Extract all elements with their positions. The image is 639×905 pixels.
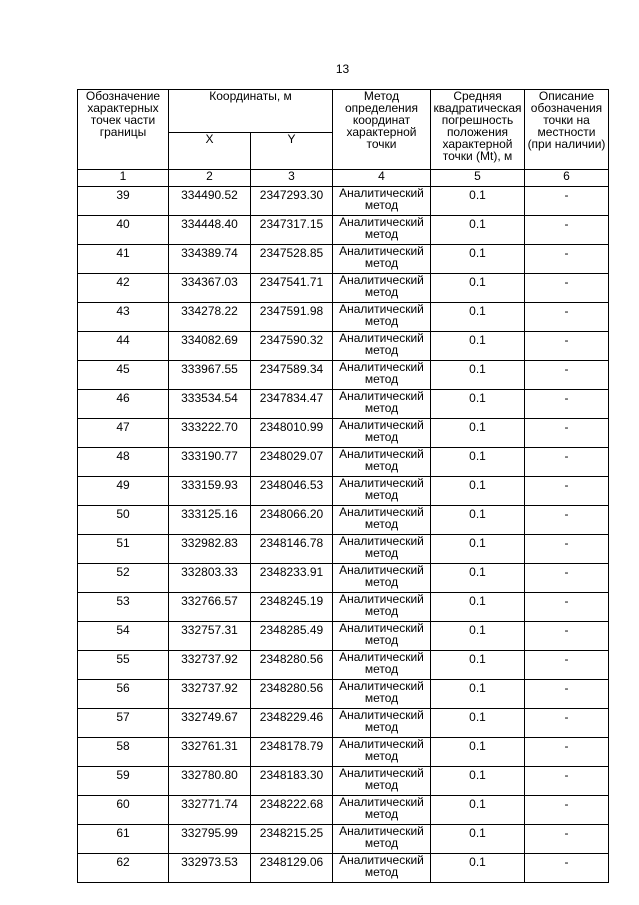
table-row [78,448,609,477]
y-coordinate-cell: 2348245.19 [251,593,333,622]
y-coordinate-cell: 2347591.98 [251,303,333,332]
point-number-cell: 60 [78,796,169,825]
point-number-cell: 41 [78,245,169,274]
point-number-cell: 45 [78,361,169,390]
table-row [78,390,609,419]
description-cell: - [525,593,609,622]
error-cell: 0.1 [431,274,525,303]
description-cell: - [525,767,609,796]
method-cell: Аналитический метод [333,796,431,825]
x-coordinate-cell: 334367.03 [169,274,251,303]
table-row [78,506,609,535]
table-body [78,187,609,883]
method-cell: Аналитический метод [333,216,431,245]
header-designation: Обозначение характерных точек части границы [78,90,169,170]
x-coordinate-cell: 334389.74 [169,245,251,274]
point-number-cell: 56 [78,680,169,709]
description-cell: - [525,216,609,245]
table-row [78,738,609,767]
table-row [78,796,609,825]
error-cell: 0.1 [431,332,525,361]
point-number-cell: 44 [78,332,169,361]
error-cell: 0.1 [431,564,525,593]
error-cell: 0.1 [431,303,525,332]
description-cell: - [525,651,609,680]
method-cell: Аналитический метод [333,274,431,303]
y-coordinate-cell: 2347590.32 [251,332,333,361]
method-cell: Аналитический метод [333,245,431,274]
description-cell: - [525,738,609,767]
table-row [78,593,609,622]
method-cell: Аналитический метод [333,680,431,709]
x-coordinate-cell: 332795.99 [169,825,251,854]
error-cell: 0.1 [431,738,525,767]
x-coordinate-cell: 333159.93 [169,477,251,506]
method-cell: Аналитический метод [333,593,431,622]
description-cell: - [525,477,609,506]
x-coordinate-cell: 332982.83 [169,535,251,564]
error-cell: 0.1 [431,245,525,274]
error-cell: 0.1 [431,216,525,245]
table-row [78,274,609,303]
x-coordinate-cell: 332737.92 [169,651,251,680]
description-cell: - [525,825,609,854]
description-cell: - [525,390,609,419]
description-cell: - [525,680,609,709]
point-number-cell: 58 [78,738,169,767]
method-cell: Аналитический метод [333,535,431,564]
method-cell: Аналитический метод [333,448,431,477]
description-cell: - [525,535,609,564]
x-coordinate-cell: 332766.57 [169,593,251,622]
table-header [78,90,609,187]
table-row [78,361,609,390]
method-cell: Аналитический метод [333,854,431,883]
point-number-cell: 50 [78,506,169,535]
point-number-cell: 39 [78,187,169,216]
description-cell: - [525,854,609,883]
y-coordinate-cell: 2347293.30 [251,187,333,216]
error-cell: 0.1 [431,448,525,477]
point-number-cell: 47 [78,419,169,448]
page-number: 13 [335,62,350,76]
method-cell: Аналитический метод [333,709,431,738]
method-cell: Аналитический метод [333,506,431,535]
point-number-cell: 53 [78,593,169,622]
description-cell: - [525,332,609,361]
y-coordinate-cell: 2347834.47 [251,390,333,419]
table-row [78,622,609,651]
point-number-cell: 43 [78,303,169,332]
description-cell: - [525,419,609,448]
header-y: Y [251,133,333,170]
y-coordinate-cell: 2348222.68 [251,796,333,825]
method-cell: Аналитический метод [333,564,431,593]
error-cell: 0.1 [431,825,525,854]
y-coordinate-cell: 2347589.34 [251,361,333,390]
column-number: 5 [431,170,525,187]
method-cell: Аналитический метод [333,477,431,506]
y-coordinate-cell: 2348280.56 [251,651,333,680]
method-cell: Аналитический метод [333,825,431,854]
point-number-cell: 62 [78,854,169,883]
method-cell: Аналитический метод [333,390,431,419]
x-coordinate-cell: 332803.33 [169,564,251,593]
method-cell: Аналитический метод [333,738,431,767]
header-coordinates: Координаты, м [169,90,333,133]
error-cell: 0.1 [431,796,525,825]
column-number: 1 [78,170,169,187]
header-method: Метод определения координат характерной точки [333,90,431,170]
error-cell: 0.1 [431,506,525,535]
y-coordinate-cell: 2347317.15 [251,216,333,245]
table-row [78,825,609,854]
header-description: Описание обозначения точки на местности (при наличии) [525,90,609,170]
header-error: Средняя квадратическая погрешность положения характерной точки (Mt), м [431,90,525,170]
y-coordinate-cell: 2347528.85 [251,245,333,274]
method-cell: Аналитический метод [333,651,431,680]
table-row [78,709,609,738]
x-coordinate-cell: 333222.70 [169,419,251,448]
method-cell: Аналитический метод [333,303,431,332]
error-cell: 0.1 [431,361,525,390]
table-row [78,216,609,245]
point-number-cell: 51 [78,535,169,564]
x-coordinate-cell: 333190.77 [169,448,251,477]
column-number: 6 [525,170,609,187]
method-cell: Аналитический метод [333,622,431,651]
column-number: 4 [333,170,431,187]
error-cell: 0.1 [431,854,525,883]
x-coordinate-cell: 333967.55 [169,361,251,390]
description-cell: - [525,564,609,593]
description-cell: - [525,187,609,216]
y-coordinate-cell: 2348129.06 [251,854,333,883]
description-cell: - [525,506,609,535]
x-coordinate-cell: 333125.16 [169,506,251,535]
point-number-cell: 61 [78,825,169,854]
description-cell: - [525,448,609,477]
x-coordinate-cell: 332749.67 [169,709,251,738]
error-cell: 0.1 [431,622,525,651]
point-number-cell: 40 [78,216,169,245]
point-number-cell: 49 [78,477,169,506]
x-coordinate-cell: 332771.74 [169,796,251,825]
error-cell: 0.1 [431,419,525,448]
error-cell: 0.1 [431,651,525,680]
error-cell: 0.1 [431,767,525,796]
method-cell: Аналитический метод [333,332,431,361]
x-coordinate-cell: 332757.31 [169,622,251,651]
description-cell: - [525,361,609,390]
description-cell: - [525,622,609,651]
y-coordinate-cell: 2348215.25 [251,825,333,854]
x-coordinate-cell: 332737.92 [169,680,251,709]
y-coordinate-cell: 2348066.20 [251,506,333,535]
table-row [78,651,609,680]
x-coordinate-cell: 332780.80 [169,767,251,796]
y-coordinate-cell: 2348229.46 [251,709,333,738]
error-cell: 0.1 [431,477,525,506]
column-numbers-row [78,170,609,187]
error-cell: 0.1 [431,390,525,419]
error-cell: 0.1 [431,680,525,709]
header-x: X [169,133,251,170]
description-cell: - [525,709,609,738]
coordinates-table [77,89,609,883]
error-cell: 0.1 [431,709,525,738]
table-row [78,767,609,796]
y-coordinate-cell: 2348233.91 [251,564,333,593]
table-row [78,419,609,448]
table-row [78,245,609,274]
table-row [78,332,609,361]
y-coordinate-cell: 2348146.78 [251,535,333,564]
method-cell: Аналитический метод [333,767,431,796]
y-coordinate-cell: 2348183.30 [251,767,333,796]
description-cell: - [525,303,609,332]
point-number-cell: 54 [78,622,169,651]
method-cell: Аналитический метод [333,361,431,390]
point-number-cell: 48 [78,448,169,477]
description-cell: - [525,274,609,303]
method-cell: Аналитический метод [333,419,431,448]
x-coordinate-cell: 334278.22 [169,303,251,332]
table-row [78,564,609,593]
y-coordinate-cell: 2348280.56 [251,680,333,709]
description-cell: - [525,245,609,274]
table-row [78,854,609,883]
y-coordinate-cell: 2348178.79 [251,738,333,767]
x-coordinate-cell: 333534.54 [169,390,251,419]
y-coordinate-cell: 2348010.99 [251,419,333,448]
point-number-cell: 46 [78,390,169,419]
y-coordinate-cell: 2347541.71 [251,274,333,303]
table-row [78,477,609,506]
x-coordinate-cell: 334448.40 [169,216,251,245]
table-row [78,535,609,564]
description-cell: - [525,796,609,825]
point-number-cell: 42 [78,274,169,303]
x-coordinate-cell: 334082.69 [169,332,251,361]
x-coordinate-cell: 332973.53 [169,854,251,883]
table-row [78,680,609,709]
x-coordinate-cell: 332761.31 [169,738,251,767]
point-number-cell: 55 [78,651,169,680]
error-cell: 0.1 [431,593,525,622]
method-cell: Аналитический метод [333,187,431,216]
point-number-cell: 52 [78,564,169,593]
y-coordinate-cell: 2348046.53 [251,477,333,506]
point-number-cell: 59 [78,767,169,796]
table-row [78,303,609,332]
column-number: 3 [251,170,333,187]
y-coordinate-cell: 2348029.07 [251,448,333,477]
point-number-cell: 57 [78,709,169,738]
error-cell: 0.1 [431,535,525,564]
error-cell: 0.1 [431,187,525,216]
y-coordinate-cell: 2348285.49 [251,622,333,651]
table-row [78,187,609,216]
column-number: 2 [169,170,251,187]
x-coordinate-cell: 334490.52 [169,187,251,216]
